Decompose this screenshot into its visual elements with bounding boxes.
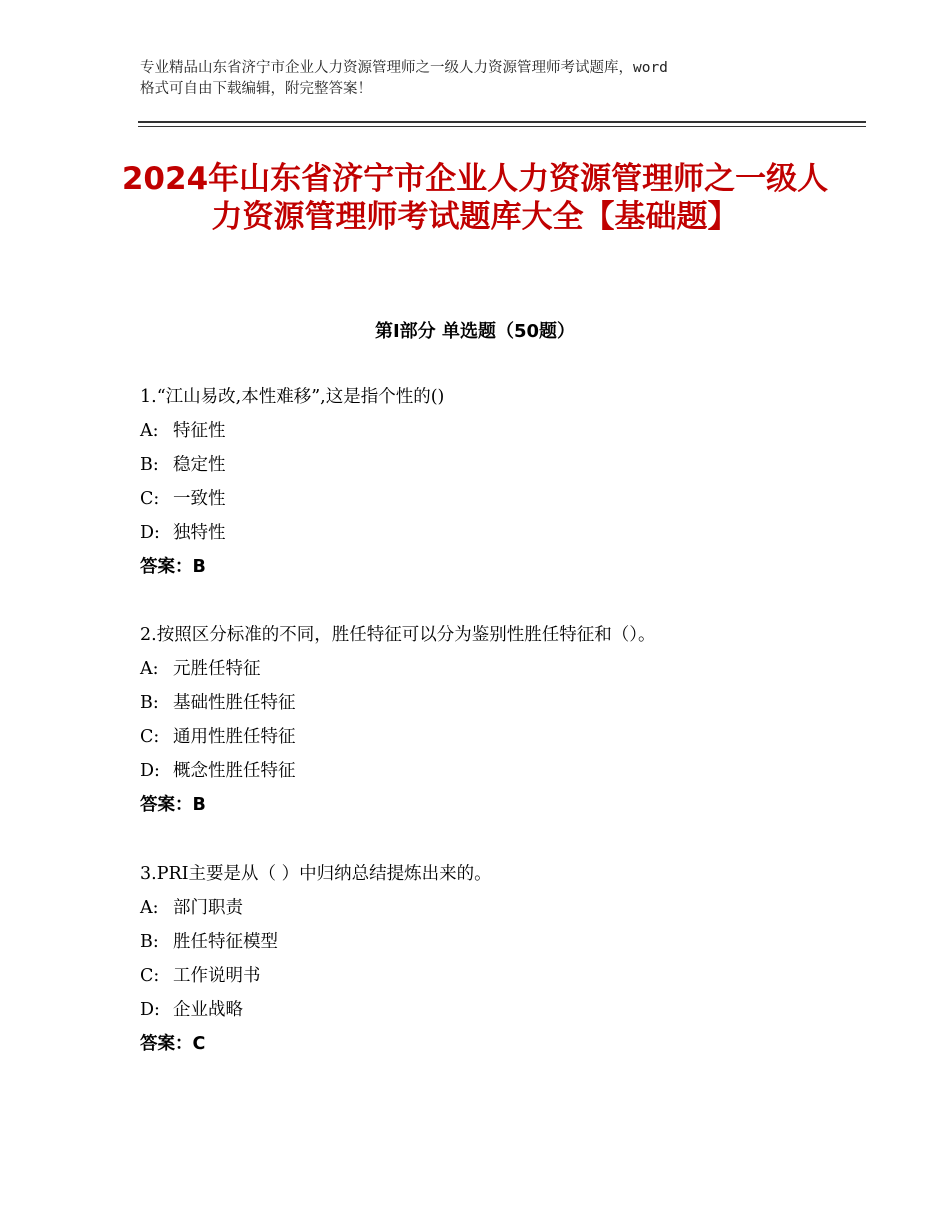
option-text: 基础性胜任特征 bbox=[173, 693, 296, 713]
option-a bbox=[140, 652, 860, 686]
option-text: 概念性胜任特征 bbox=[173, 761, 296, 781]
option-letter: C: bbox=[140, 489, 160, 509]
document-title: 2024年山东省济宁市企业人力资源管理师之一级人力资源管理师考试题库大全【基础题】 bbox=[121, 161, 829, 235]
option-b bbox=[140, 686, 860, 720]
answer-line: 答案：B bbox=[140, 557, 206, 577]
option-letter: A: bbox=[140, 421, 159, 441]
option-b bbox=[140, 925, 860, 959]
question-stem: 3.PRI主要是从（ ）中归纳总结提炼出来的。 bbox=[140, 864, 492, 884]
option-text: 元胜任特征 bbox=[173, 659, 261, 679]
option-text: 独特性 bbox=[173, 523, 226, 543]
option-text: 工作说明书 bbox=[173, 966, 261, 986]
option-c bbox=[140, 959, 860, 993]
option-text: 特征性 bbox=[173, 421, 226, 441]
option-text: 一致性 bbox=[173, 489, 226, 509]
option-text: 胜任特征模型 bbox=[173, 932, 278, 952]
option-c bbox=[140, 720, 860, 754]
option-letter: B: bbox=[140, 693, 159, 713]
option-letter: A: bbox=[140, 898, 159, 918]
option-d bbox=[140, 993, 860, 1027]
option-a bbox=[140, 891, 860, 925]
question-stem: 2.按照区分标准的不同，胜任特征可以分为鉴别性胜任特征和（）。 bbox=[140, 625, 656, 645]
header-rule-thin bbox=[138, 126, 866, 127]
question-1 bbox=[140, 380, 860, 584]
question-stem: 1.“江山易改,本性难移”,这是指个性的() bbox=[140, 387, 445, 407]
question-3 bbox=[140, 857, 860, 1061]
section-heading: 第Ⅰ部分 单选题（50题） bbox=[374, 321, 575, 342]
option-a bbox=[140, 414, 860, 448]
option-letter: D: bbox=[140, 523, 160, 543]
header-rule-thick bbox=[138, 121, 866, 123]
option-text: 通用性胜任特征 bbox=[173, 727, 296, 747]
option-letter: B: bbox=[140, 455, 159, 475]
option-letter: C: bbox=[140, 966, 160, 986]
option-text: 企业战略 bbox=[173, 1000, 243, 1020]
option-letter: A: bbox=[140, 659, 159, 679]
option-letter: D: bbox=[140, 1000, 160, 1020]
option-text: 稳定性 bbox=[173, 455, 226, 475]
option-letter: B: bbox=[140, 932, 159, 952]
option-b bbox=[140, 448, 860, 482]
question-2 bbox=[140, 618, 860, 822]
option-letter: C: bbox=[140, 727, 160, 747]
option-d bbox=[140, 754, 860, 788]
option-d bbox=[140, 516, 860, 550]
header-note: 专业精品山东省济宁市企业人力资源管理师之一级人力资源管理师考试题库，word 格式可自由下载编辑，附完整答案！ bbox=[140, 60, 668, 97]
answer-line: 答案：B bbox=[140, 795, 206, 815]
answer-line: 答案：C bbox=[140, 1034, 206, 1054]
option-letter: D: bbox=[140, 761, 160, 781]
option-c bbox=[140, 482, 860, 516]
option-text: 部门职责 bbox=[173, 898, 243, 918]
